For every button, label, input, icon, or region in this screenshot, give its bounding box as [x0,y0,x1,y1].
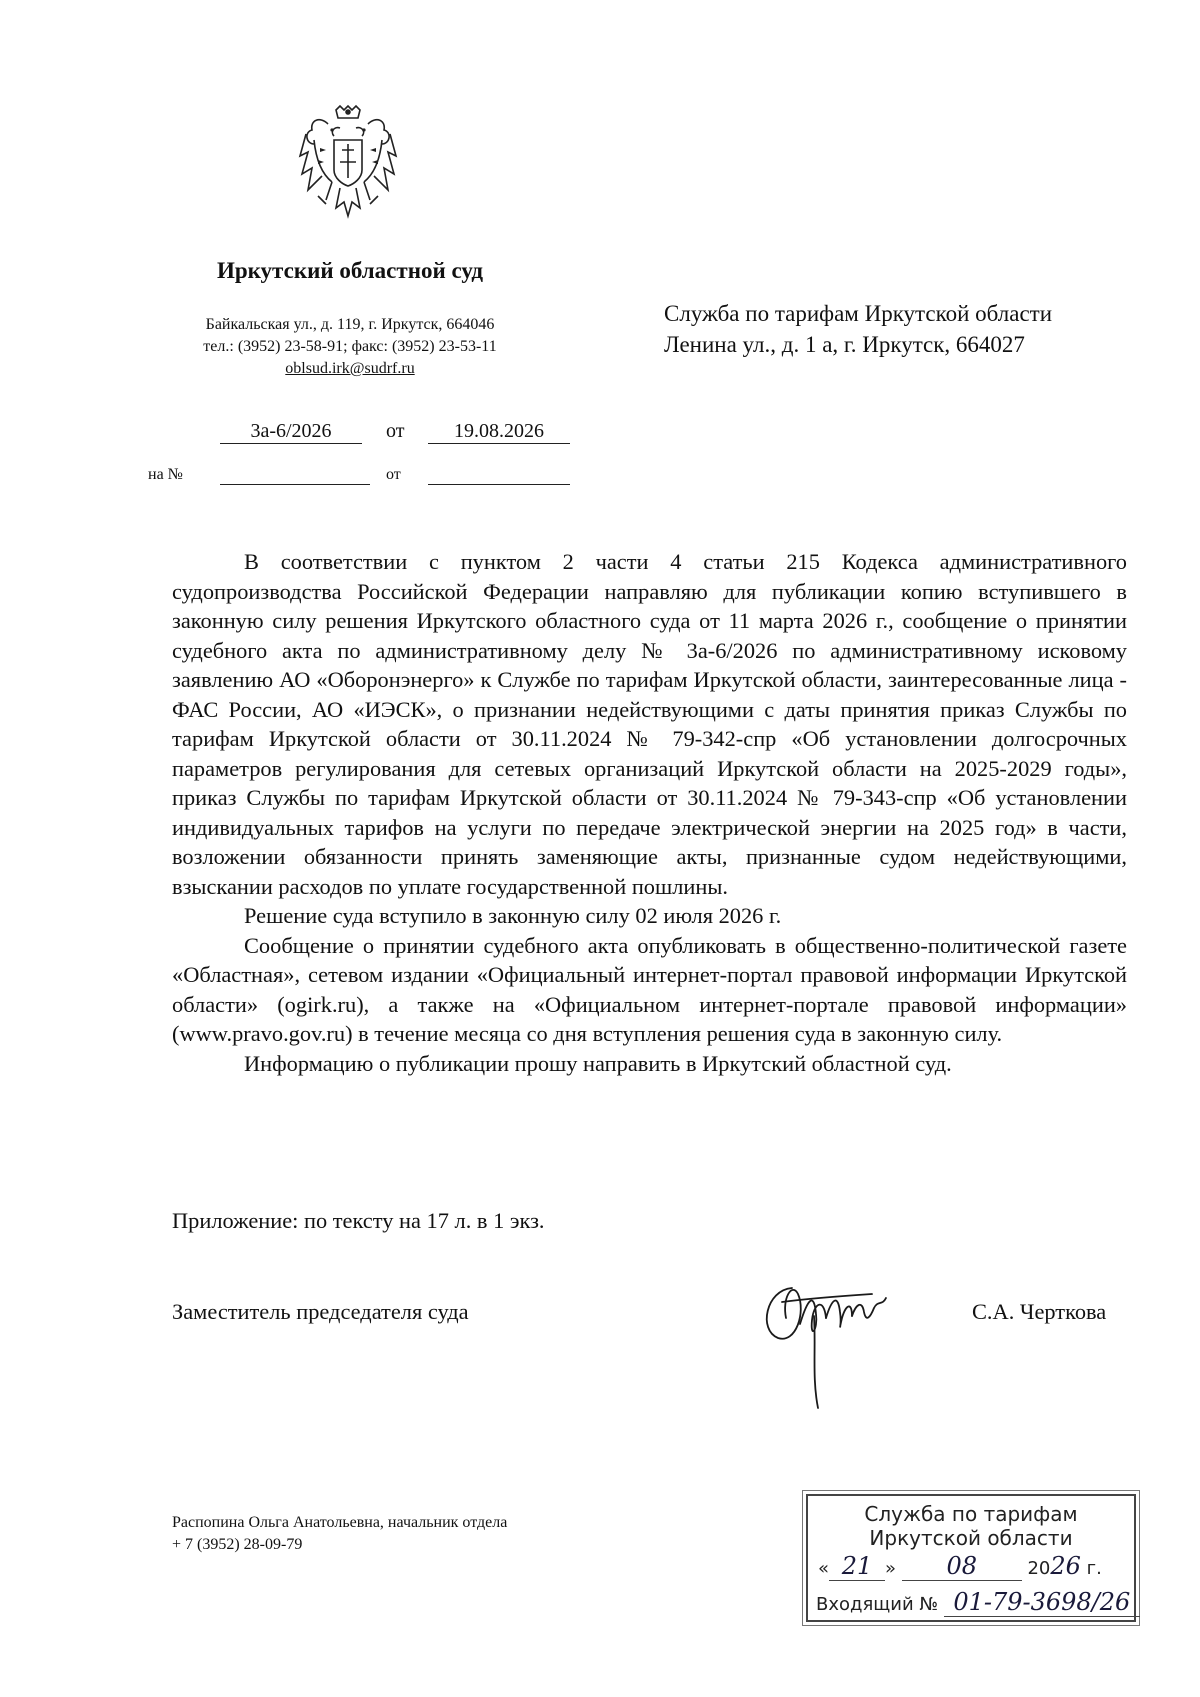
executor-phone: + 7 (3952) 28-09-79 [172,1536,303,1553]
stamp-incoming-number: 01-79-3698/26 [944,1588,1140,1617]
outgoing-date-label: от [386,420,405,442]
recipient-name: Служба по тарифам Иркутской области [664,301,1053,326]
executor-block [172,1512,507,1556]
coat-of-arms-icon [296,104,400,222]
recipient-address: Ленина ул., д. 1 а, г. Иркутск, 664027 [664,332,1025,357]
court-email-link[interactable]: oblsud.irk@sudrf.ru [285,360,415,377]
reference-number-label: на № [148,466,183,483]
stamp-organization: Служба по тарифам [864,1502,1078,1526]
handwritten-signature-icon [752,1268,922,1418]
attachment-note: Приложение: по тексту на 17 л. в 1 экз. [172,1208,545,1233]
outgoing-number: 3а-6/2026 [220,420,362,444]
recipient-block [664,298,1144,360]
letter-body [172,547,1127,1078]
stamp-day: 21 [829,1552,885,1581]
signer-position: Заместитель председателя суда [172,1299,469,1324]
incoming-registration-stamp [806,1494,1136,1622]
stamp-region: Иркутской области [869,1526,1073,1550]
stamp-year-suffix: 26 [1050,1552,1081,1580]
court-address: Байкальская ул., д. 119, г. Иркутск, 664046 [205,316,495,333]
body-paragraph-1: В соответствии с пунктом 2 части 4 статьи 215 Кодекса административного судопроизводства Российской Федерации направляю для публикации копию вступившего в законную силу решения Иркутского областного суда от 11 марта 2026 г., сообщение о принятии судебного акта по административному делу № 3а-6/2026 по административному исковому заявлению АО «Оборонэнерго» к Службе по тарифам Иркутской области, заинтересованные лица - ФАС России, АО «ИЭСК», о признании недействующими с даты принятия приказ Службы по тарифам Иркутской области от 30.11.2024 № 79-342-спр «Об установлении долгосрочных параметров регулирования для сетевых организаций Иркутской области на 2025-2029 годы», приказ Службы по тарифам Иркутской области от 30.11.2024 № 79-343-спр «Об установлении индивидуальных тарифов на услуги по передаче электрической энергии на 2025 год» в части, возложении обязанности принять заменяющие акты, признанные судом недействующими, взыскании расходов по уплате государственной пошлины. [172,549,1127,899]
court-phone-fax: тел.: (3952) 23-58-91; факс: (3952) 23-53-11 [203,338,497,355]
executor-name: Распопина Ольга Анатольевна, начальник отдела [172,1514,508,1531]
stamp-incoming-label: Входящий № [816,1594,939,1615]
reference-date-blank [428,484,570,485]
reference-date-label: от [386,466,401,483]
court-name: Иркутский областной суд [216,258,484,283]
court-address-block [150,314,550,380]
stamp-year-unit: г. [1086,1558,1102,1579]
signer-name: С.А. Черткова [972,1299,1107,1324]
stamp-year-prefix: 20 [1027,1558,1051,1579]
stamp-month: 08 [902,1552,1022,1581]
body-paragraph-3: Сообщение о принятии судебного акта опубликовать в общественно-политической газете «Областная», сетевом издании «Официальный интернет-портал правовой информации Иркутской области» (ogirk.ru), а также на «Официальном интернет-портале правовой информации» (www.pravo.gov.ru) в течение месяца со дня вступления решения суда в законную силу. [172,932,1127,1046]
stamp-date: « 21 » 08 2026 г. [818,1552,1102,1580]
stamp-incoming [816,1588,1140,1617]
reference-number-blank [220,484,370,485]
body-paragraph-2: Решение суда вступило в законную силу 02 июля 2026 г. [244,903,782,928]
body-paragraph-4: Информацию о публикации прошу направить в Иркутский областной суд. [244,1050,952,1076]
outgoing-date: 19.08.2026 [428,420,570,444]
